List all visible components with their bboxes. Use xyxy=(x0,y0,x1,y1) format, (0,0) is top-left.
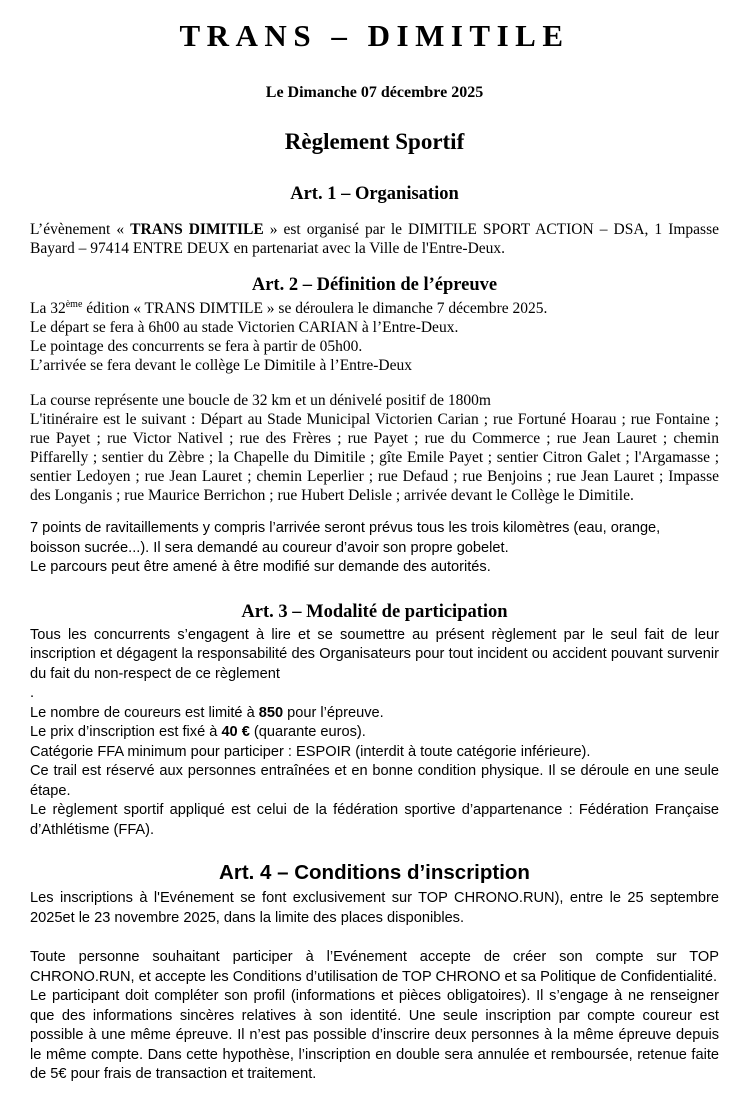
finish-line: L’arrivée se fera devant le collège Le Dimitile à l’Entre-Deux xyxy=(30,357,413,374)
edition-ordinal-superscript: ème xyxy=(65,298,83,310)
stray-period-line: . xyxy=(30,685,35,701)
runner-limit-post: pour l’épreuve. xyxy=(283,704,384,721)
event-date: Le Dimanche 07 décembre 2025 xyxy=(265,84,484,101)
runner-limit-value: 850 xyxy=(258,704,284,721)
runner-limit-line xyxy=(30,704,719,724)
document-subtitle: Règlement Sportif xyxy=(284,129,465,154)
price-line xyxy=(30,723,719,743)
edition-line xyxy=(30,299,719,318)
participation-paragraph: Tous les concurrents s’engagent à lire et se soumettre au présent règlement par le seul fait de leur inscription et dégagent la responsabilité des Organisateurs pour tout incident ou accident pouvant survenir du fait du non-respect de ce règlement xyxy=(30,626,719,682)
itinerary-paragraph: L'itinéraire est le suivant : Départ au Stade Municipal Victorien Carian ; rue Fortuné Hoarau ; rue Fontaine ; rue Payet ; rue Victor Nativel ; rue des Frères ; rue Payet ; rue du Commerce ; rue Jean Lauret ; chemin Piffarelly ; sentier du Zèbre ; la Chapelle du Dimitile ; gîte Emile Payet ; sentier Citron Galet ; l'Argamasse ; sentier Ledoyen ; rue Jean Lauret ; chemin Leperlier ; rue Defaud ; rue Benjoins ; rue Jean Lauret ; Impasse des Longanis ; rue Maurice Berrichon ; rue Hubert Delisle ; arrivée devant le Collège le Dimitile. xyxy=(30,411,719,504)
refreshment-line-1: 7 points de ravitaillements y compris l’arrivée seront prévus tous les trois kilomètres (eau, orange, xyxy=(30,520,661,536)
runner-limit-pre: Le nombre de coureurs est limité à xyxy=(30,704,259,721)
article-1-heading: Art. 1 – Organisation xyxy=(290,184,459,204)
article-2-heading: Art. 2 – Définition de l’épreuve xyxy=(251,275,498,295)
edition-text-post: édition « TRANS DIMTILE » se déroulera le dimanche 7 décembre 2025. xyxy=(82,300,548,317)
refreshment-line-2: boisson sucrée...). Il sera demandé au coureur d’avoir son propre gobelet. xyxy=(30,539,509,556)
article-1-text-pre: L’évènement « xyxy=(30,221,131,238)
price-value: 40 € xyxy=(221,724,250,740)
event-name-bold: TRANS DIMITILE xyxy=(130,221,264,238)
article-3-heading: Art. 3 – Modalité de participation xyxy=(241,601,508,622)
account-creation-paragraph: Toute personne souhaitant participer à l’Evénement accepte de créer son compte sur TOP CHRONO.RUN, et accepte les Conditions d’utilisation de TOP CHRONO et sa Politique de Confidentialité. xyxy=(30,949,719,985)
checkin-line: Le pointage des concurrents se fera à partir de 05h00. xyxy=(30,338,363,355)
profile-rules-paragraph: Le participant doit compléter son profil (informations et pièces obligatoires). Il s’engage à ne renseigner que des informations sincères relatives à son identité. Une seule inscription par compte coureur est possible à une même épreuve. Il n’est pas possible d’inscrire deux personnes à la même épreuve depuis le même compte. Dans cette hypothèse, l’inscription en double sera annulée et remboursée, retenue faite de 5€ pour frais de transaction et traitement. xyxy=(30,988,719,1082)
edition-text-pre: La 32 xyxy=(30,300,66,317)
article-1-text-post: » est organisé par le DIMITILE SPORT ACTION – DSA, 1 Impasse Bayard – 97414 ENTRE DEUX en partenariat avec la Ville de l'Entre-Deux. xyxy=(30,221,719,257)
price-post: (quarante euros). xyxy=(249,724,366,740)
course-description: La course représente une boucle de 32 km et un dénivelé positif de 1800m xyxy=(30,392,491,409)
article-1-paragraph xyxy=(30,220,719,258)
document-title: TRANS – DIMITILE xyxy=(179,18,570,53)
trail-conditions-paragraph: Ce trail est réservé aux personnes entraînées et en bonne condition physique. Il se déroule en une seule étape. xyxy=(30,763,719,799)
category-line: Catégorie FFA minimum pour participer : ESPOIR (interdit à toute catégorie inférieure). xyxy=(30,743,591,760)
start-line: Le départ se fera à 6h00 au stade Victorien CARIAN à l’Entre-Deux. xyxy=(30,319,459,336)
federation-paragraph: Le règlement sportif appliqué est celui de la fédération sportive d’appartenance : Fédération Française d’Athlétisme (FFA). xyxy=(30,802,719,838)
refreshment-line-3: Le parcours peut être amené à être modifié sur demande des autorités. xyxy=(30,559,491,575)
price-pre: Le prix d’inscription est fixé à xyxy=(30,724,222,740)
registration-period-paragraph: Les inscriptions à l'Evénement se font exclusivement sur TOP CHRONO.RUN), entre le 25 septembre 2025et le 23 novembre 2025, dans la limite des places disponibles. xyxy=(30,890,719,926)
article-4-heading: Art. 4 – Conditions d’inscription xyxy=(219,861,530,884)
